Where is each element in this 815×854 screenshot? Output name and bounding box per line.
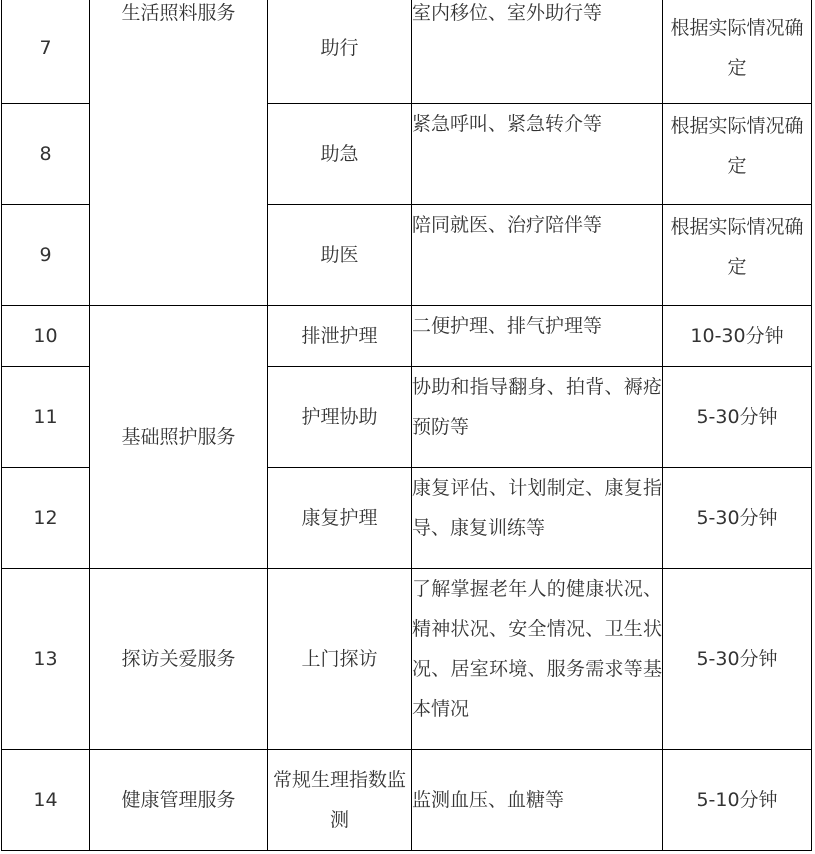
service-time: 5-10分钟: [663, 750, 812, 851]
service-time: 10-30分钟: [663, 306, 812, 367]
table-row: [2, 569, 812, 750]
service-content: 了解掌握老年人的健康状况、精神状况、安全情况、卫生状况、居室环境、服务需求等基本情况: [412, 569, 663, 750]
table-row: [2, 750, 812, 851]
category-cell: 基础照护服务: [90, 306, 268, 569]
row-number: 10: [2, 306, 90, 367]
service-item: 助医: [268, 205, 412, 306]
row-number: 11: [2, 367, 90, 468]
service-table: [1, 0, 812, 851]
service-item: 助急: [268, 104, 412, 205]
service-item: 排泄护理: [268, 306, 412, 367]
row-number: 13: [2, 569, 90, 750]
service-content: 紧急呼叫、紧急转介等: [412, 104, 663, 205]
table-row: [2, 306, 812, 367]
service-time: 根据实际情况确定: [663, 0, 812, 104]
row-number: 9: [2, 205, 90, 306]
service-content: 陪同就医、治疗陪伴等: [412, 205, 663, 306]
table-row: [2, 0, 812, 104]
service-time: 5-30分钟: [663, 468, 812, 569]
service-content: 室内移位、室外助行等: [412, 0, 663, 104]
service-item: 助行: [268, 0, 412, 104]
service-item: 康复护理: [268, 468, 412, 569]
service-item: 常规生理指数监测: [268, 750, 412, 851]
service-time: 根据实际情况确定: [663, 205, 812, 306]
service-content: 协助和指导翻身、拍背、褥疮预防等: [412, 367, 663, 468]
service-item: 护理协助: [268, 367, 412, 468]
service-time: 5-30分钟: [663, 367, 812, 468]
category-cell: 健康管理服务: [90, 750, 268, 851]
service-content: 监测血压、血糖等: [412, 750, 663, 851]
row-number: 12: [2, 468, 90, 569]
row-number: 14: [2, 750, 90, 851]
service-content: 二便护理、排气护理等: [412, 306, 663, 367]
category-cell: 探访关爱服务: [90, 569, 268, 750]
service-item: 上门探访: [268, 569, 412, 750]
category-cell: 生活照料服务: [90, 0, 268, 306]
service-time: 根据实际情况确定: [663, 104, 812, 205]
service-time: 5-30分钟: [663, 569, 812, 750]
row-number: 8: [2, 104, 90, 205]
row-number: 7: [2, 0, 90, 104]
service-content: 康复评估、计划制定、康复指导、康复训练等: [412, 468, 663, 569]
